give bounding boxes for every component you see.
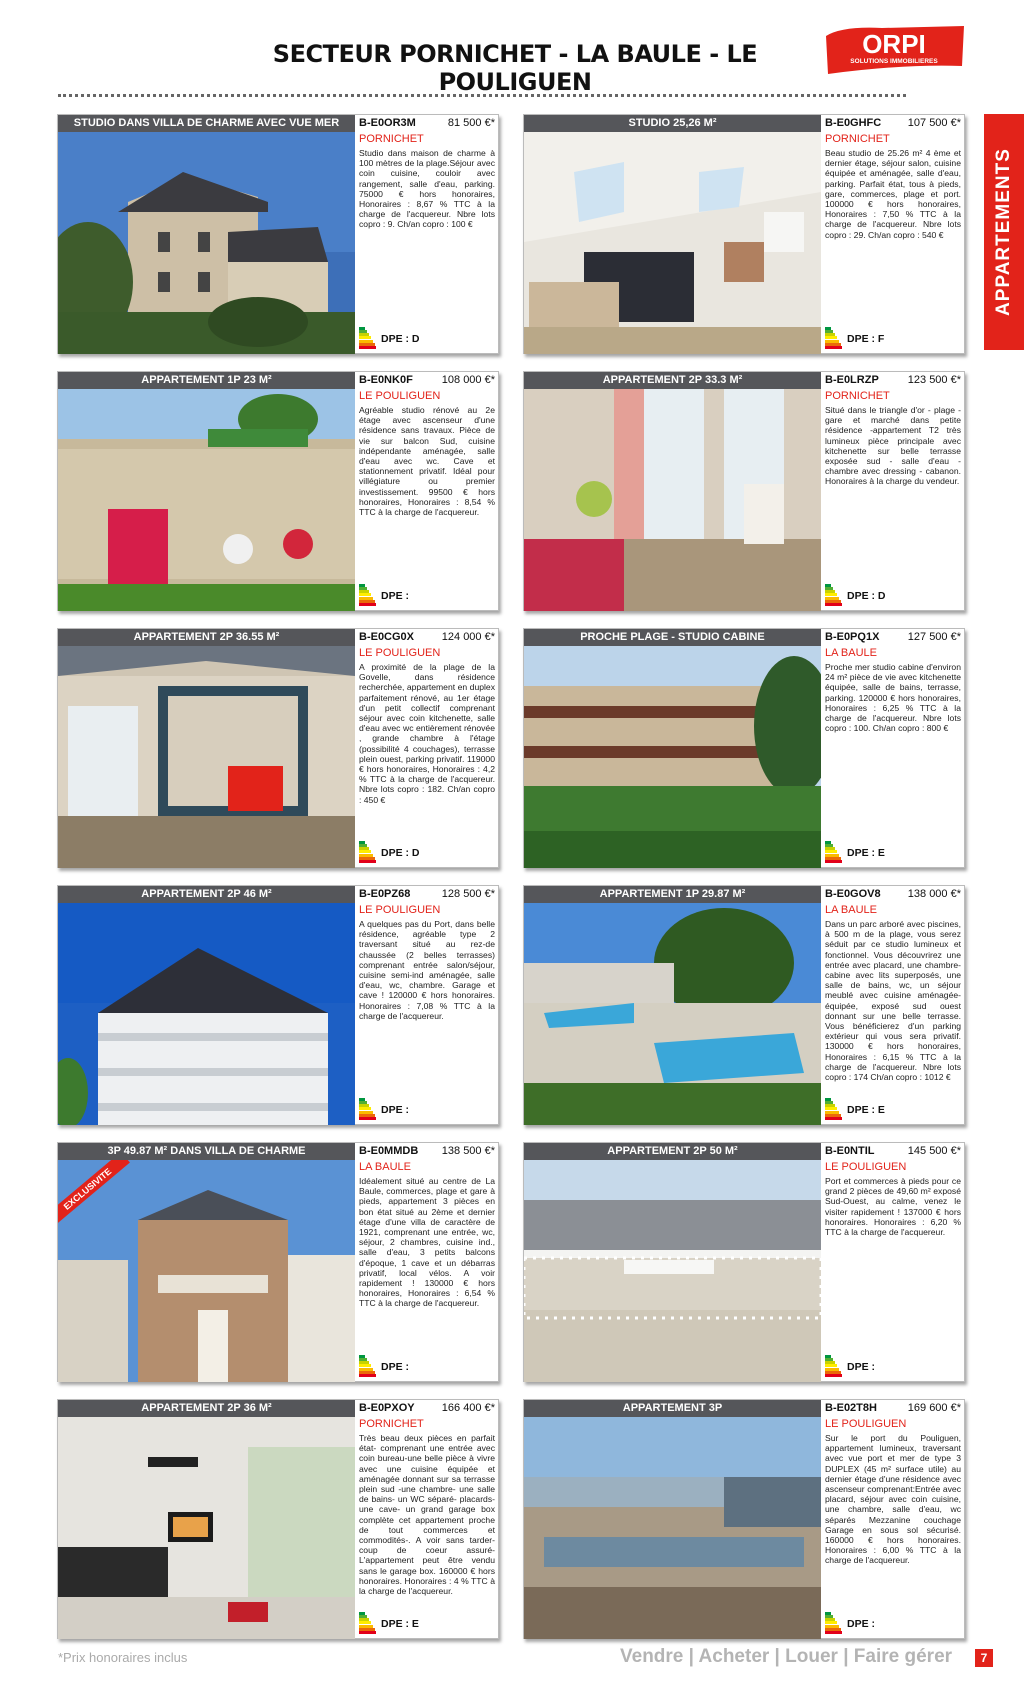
listing-ref: B-E0PXOY <box>359 1402 415 1414</box>
dpe-scale-icon <box>825 327 842 349</box>
dpe-rating <box>359 584 495 606</box>
logo-subtext: SOLUTIONS IMMOBILIERES <box>850 58 938 65</box>
listing-ref: B-E0GOV8 <box>825 888 881 900</box>
listing-card[interactable] <box>523 114 965 354</box>
dpe-label: DPE : F <box>847 333 885 345</box>
listing-card[interactable] <box>57 1142 499 1382</box>
listing-description: Sur le port du Pouliguen, appartement lumineux, traversant avec vue port et mer de type 3 DUPLEX (45 m² surface utile) au dernier étage d'une résidence avec ascenseur comprenant:Entrée avec placard, séjour avec coin cuisine, une chambre, salle d'eau, wc séparés Mezzanine couchage Garage en sous sol sécurisé. 160000 € hors honoraires. Honoraires : 6,00 % TTC à la charge de l'acquereur. <box>825 1433 961 1566</box>
page-title: SECTEUR PORNICHET - LA BAULE - LE POULIGUEN <box>272 40 758 96</box>
listing-description: A quelques pas du Port, dans belle résidence, agréable type 2 traversant situé au rez-de chaussée (2 belles terrasses) comprenant entrée salon/séjour, cuisine semi-ind aménagée, salle d'eau, wc, chambre. Garage et cave ! 120000 € hors honoraires. Honoraires : 7,08 % TTC à la charge de l'acquereur. <box>359 919 495 1021</box>
listing-photo <box>58 1160 355 1382</box>
listing-title: APPARTEMENT 2P 33.3 M² <box>524 372 821 389</box>
dpe-label: DPE : E <box>847 847 885 859</box>
listing-city: LE POULIGUEN <box>359 647 441 659</box>
listing-title: APPARTEMENT 2P 36.55 M² <box>58 629 355 646</box>
listing-price: 108 000 €* <box>441 374 495 386</box>
listing-photo <box>524 132 821 354</box>
listing-card[interactable] <box>57 628 499 868</box>
exclusivite-badge: EXCLUSIVITE <box>58 1160 130 1226</box>
listing-price: 107 500 €* <box>907 117 961 129</box>
listing-price: 81 500 €* <box>447 117 495 129</box>
dpe-rating <box>825 1612 961 1634</box>
listing-city: LE POULIGUEN <box>359 904 441 916</box>
listing-title: APPARTEMENT 2P 50 M² <box>524 1143 821 1160</box>
listing-card[interactable] <box>57 1399 499 1639</box>
listing-city: PORNICHET <box>359 1418 424 1430</box>
dpe-label: DPE : <box>381 1104 410 1116</box>
listing-description: Dans un parc arboré avec piscines, à 500 m de la plage, vous serez séduit par ce studio lumineux et fonctionnel. Vous découvrirez une entrée avec placard, une chambre-cabine avec lits superposés, une salle de bains, wc, un séjour meublé avec cuisine aménagée-équipée, exposé sud ouest donnant sur une belle terrasse. Vous bénéficierez d'un parking extérieur qui vous sera privatif. 130000 € hors honoraires, Honoraires : 6,15 % TTC à la charge de l'acquereur. Nbre lots copro : 174 Ch/an copro : 1012 € <box>825 919 961 1083</box>
listing-ref: B-E02T8H <box>825 1402 877 1414</box>
listing-photo <box>524 646 821 868</box>
listing-ref: B-E0MMDB <box>359 1145 419 1157</box>
dpe-scale-icon <box>359 1098 376 1120</box>
footer-note: *Prix honoraires inclus <box>58 1650 188 1665</box>
dpe-rating <box>359 327 495 349</box>
listing-ref: B-E0CG0X <box>359 631 415 643</box>
listing-title: APPARTEMENT 3P <box>524 1400 821 1417</box>
listing-card[interactable] <box>523 1399 965 1639</box>
listing-description: Beau studio de 25.26 m² 4 ème et dernier étage, séjour salon, cuisine équipée et aménagée, salle d'eau, parking. Parfait état, tous à pieds, gare, commerces, plage et port. 100000 € hors honoraires, Honoraires : 7,50 % TTC à la charge de l'acquereur. Nbre lots copro : 29. Ch/an copro : 540 € <box>825 148 961 240</box>
dpe-rating <box>825 1098 961 1120</box>
listing-price: 145 500 €* <box>907 1145 961 1157</box>
dpe-label: DPE : E <box>847 1104 885 1116</box>
dpe-scale-icon <box>825 841 842 863</box>
dpe-label: DPE : <box>381 1361 410 1373</box>
listing-photo <box>58 646 355 868</box>
dpe-scale-icon <box>825 1612 842 1634</box>
listing-card[interactable] <box>523 628 965 868</box>
listing-card[interactable] <box>523 371 965 611</box>
listing-card[interactable] <box>57 885 499 1125</box>
listing-description: Port et commerces à pieds pour ce grand 2 pièces de 49,60 m² exposé Sud-Ouest, au calme, venez le visiter rapidement ! 137000 € hors honoraires. Honoraires : 6,20 % TTC à la charge de l'acquereur. <box>825 1176 961 1238</box>
listing-card[interactable] <box>57 114 499 354</box>
listing-ref: B-E0NTIL <box>825 1145 875 1157</box>
listing-price: 138 000 €* <box>907 888 961 900</box>
dpe-scale-icon <box>359 584 376 606</box>
side-tab-label: APPARTEMENTS <box>993 148 1014 316</box>
listing-city: LE POULIGUEN <box>825 1418 907 1430</box>
listing-city: PORNICHET <box>825 133 890 145</box>
listing-photo <box>524 389 821 611</box>
listing-price: 128 500 €* <box>441 888 495 900</box>
dpe-label: DPE : D <box>847 590 886 602</box>
listing-photo <box>58 132 355 354</box>
listing-photo <box>58 903 355 1125</box>
listing-card[interactable] <box>523 1142 965 1382</box>
listing-photo <box>524 903 821 1125</box>
listing-city: LA BAULE <box>825 647 877 659</box>
dpe-label: DPE : <box>847 1618 876 1630</box>
dpe-label: DPE : D <box>381 847 420 859</box>
dpe-label: DPE : <box>381 590 410 602</box>
page-number: 7 <box>975 1649 993 1667</box>
listing-title: STUDIO DANS VILLA DE CHARME AVEC VUE MER <box>58 115 355 132</box>
listing-description: Agréable studio rénové au 2e étage avec ascenseur d'une résidence sans travaux. Pièce de vie sur balcon Sud, cuisine indépendante aménagée, salle d'eau avec wc. Cave et stationnement privatif. Idéal pour villégiature ou premier investissement. 99500 € hors honoraires, Honoraires : 8,54 % TTC à la charge de l'acquereur. <box>359 405 495 518</box>
listing-price: 166 400 €* <box>441 1402 495 1414</box>
listing-city: PORNICHET <box>825 390 890 402</box>
listing-price: 127 500 €* <box>907 631 961 643</box>
dpe-rating <box>825 584 961 606</box>
listing-price: 169 600 €* <box>907 1402 961 1414</box>
listing-title: STUDIO 25,26 M² <box>524 115 821 132</box>
listing-card[interactable] <box>523 885 965 1125</box>
dpe-rating <box>825 841 961 863</box>
dpe-scale-icon <box>359 1612 376 1634</box>
listing-description: Proche mer studio cabine d'environ 24 m² pièce de vie avec kitchenette équipée, salle de bains, terrasse, parking. 120000 € hors honoraires, Honoraires : 6,25 % TTC à la charge de l'acquereur. Nbre lots copro : 100. Ch/an copro : 800 € <box>825 662 961 734</box>
listing-title: APPARTEMENT 1P 23 M² <box>58 372 355 389</box>
listing-ref: B-E0LRZP <box>825 374 879 386</box>
dpe-rating <box>359 1612 495 1634</box>
listing-title: APPARTEMENT 1P 29.87 M² <box>524 886 821 903</box>
listing-title: APPARTEMENT 2P 46 M² <box>58 886 355 903</box>
listing-card[interactable] <box>57 371 499 611</box>
dpe-rating <box>825 1355 961 1377</box>
listing-price: 123 500 €* <box>907 374 961 386</box>
listing-ref: B-E0GHFC <box>825 117 882 129</box>
listing-city: PORNICHET <box>359 133 424 145</box>
dpe-rating <box>825 327 961 349</box>
listing-photo <box>58 389 355 611</box>
dpe-scale-icon <box>359 841 376 863</box>
listing-description: Studio dans maison de charme à 100 mètres de la plage.Séjour avec coin cuisine, couloir avec rangement, salle d'eau, parking. 75000 € hors honoraires, Honoraires : 8,67 % TTC à la charge de l'acquereur. Nbre lots copro : 9. Ch/an copro : 100 € <box>359 148 495 230</box>
listing-photo <box>524 1417 821 1639</box>
dpe-rating <box>359 841 495 863</box>
listing-title: PROCHE PLAGE - STUDIO CABINE <box>524 629 821 646</box>
footer-tagline: Vendre | Acheter | Louer | Faire gérer <box>620 1646 953 1667</box>
listing-description: Situé dans le triangle d'or - plage - gare et marché dans petite résidence -appartement T2 très lumineux pièce principale avec kitchenette sur belle terrasse exposée sud - salle d'eau - chambre avec dressing - cabanon. Honoraires à la charge du vendeur. <box>825 405 961 487</box>
listing-photo <box>524 1160 821 1382</box>
listing-city: LE POULIGUEN <box>825 1161 907 1173</box>
dpe-scale-icon <box>359 1355 376 1377</box>
listing-price: 138 500 €* <box>441 1145 495 1157</box>
orpi-logo[interactable] <box>822 22 968 78</box>
listing-ref: B-E0PZ68 <box>359 888 411 900</box>
side-tab-appartements[interactable] <box>984 114 1024 350</box>
dotted-divider <box>58 94 906 97</box>
listing-title: APPARTEMENT 2P 36 M² <box>58 1400 355 1417</box>
listing-city: LA BAULE <box>825 904 877 916</box>
listing-city: LA BAULE <box>359 1161 411 1173</box>
dpe-label: DPE : E <box>381 1618 419 1630</box>
listing-price: 124 000 €* <box>441 631 495 643</box>
logo-text: ORPI <box>862 29 926 59</box>
dpe-scale-icon <box>359 327 376 349</box>
dpe-scale-icon <box>825 1098 842 1120</box>
listing-ref: B-E0PQ1X <box>825 631 880 643</box>
listing-ref: B-E0OR3M <box>359 117 416 129</box>
dpe-rating <box>359 1355 495 1377</box>
listing-description: Idéalement situé au centre de La Baule, commerces, plage et gare à pieds, appartement 3 pièces en bon état situé au 2ème et dernier étage d'une villa de caractère de 1921, comprenant une entrée, wc, séjour, 2 chambres, cuisine ind., salle d'eau, 3 petits balcons d'époque, 1 cave et un débarras privatif, local vélos. A voir rapidement ! 130000 € hors honoraires, Honoraires : 6,54 % TTC à la charge de l'acquereur. <box>359 1176 495 1309</box>
dpe-label: DPE : <box>847 1361 876 1373</box>
listing-city: LE POULIGUEN <box>359 390 441 402</box>
listing-description: A proximité de la plage de la Govelle, dans résidence recherchée, appartement en duplex parfaitement rénové, au 1er étage d'un petit collectif comprenant séjour avec coin kitchenette, salle d'eau avec wc entièrement rénovée , grande chambre à l'étage (possibilité 4 couchages), terrasse plein ouest, parking privatif. 119000 € hors honoraires, Honoraires : 4,2 % TTC à la charge de l'acquereur. Nbre lots copro : 182. Ch/an copro : 450 € <box>359 662 495 805</box>
listing-ref: B-E0NK0F <box>359 374 413 386</box>
listing-title: 3P 49.87 M² DANS VILLA DE CHARME <box>58 1143 355 1160</box>
listing-photo <box>58 1417 355 1639</box>
dpe-scale-icon <box>825 1355 842 1377</box>
dpe-rating <box>359 1098 495 1120</box>
dpe-label: DPE : D <box>381 333 420 345</box>
dpe-scale-icon <box>825 584 842 606</box>
listing-description: Très beau deux pièces en parfait état- comprenant une entrée avec coin bureau-une belle pièce à vivre avec une cuisine équipée et aménagée donnant sur sa terrasse plein sud -une chambre- une salle de bains- un WC séparé- placards- une cave- un grand garage box complète cet appartement proche de tout commerces et commodités-. A voir sans tarder- coup de coeur assuré- L'appartement peut être vendu sans le garage box. 160000 € hors honoraires. Honoraires : 4 % TTC à la charge de l'acquereur. <box>359 1433 495 1597</box>
